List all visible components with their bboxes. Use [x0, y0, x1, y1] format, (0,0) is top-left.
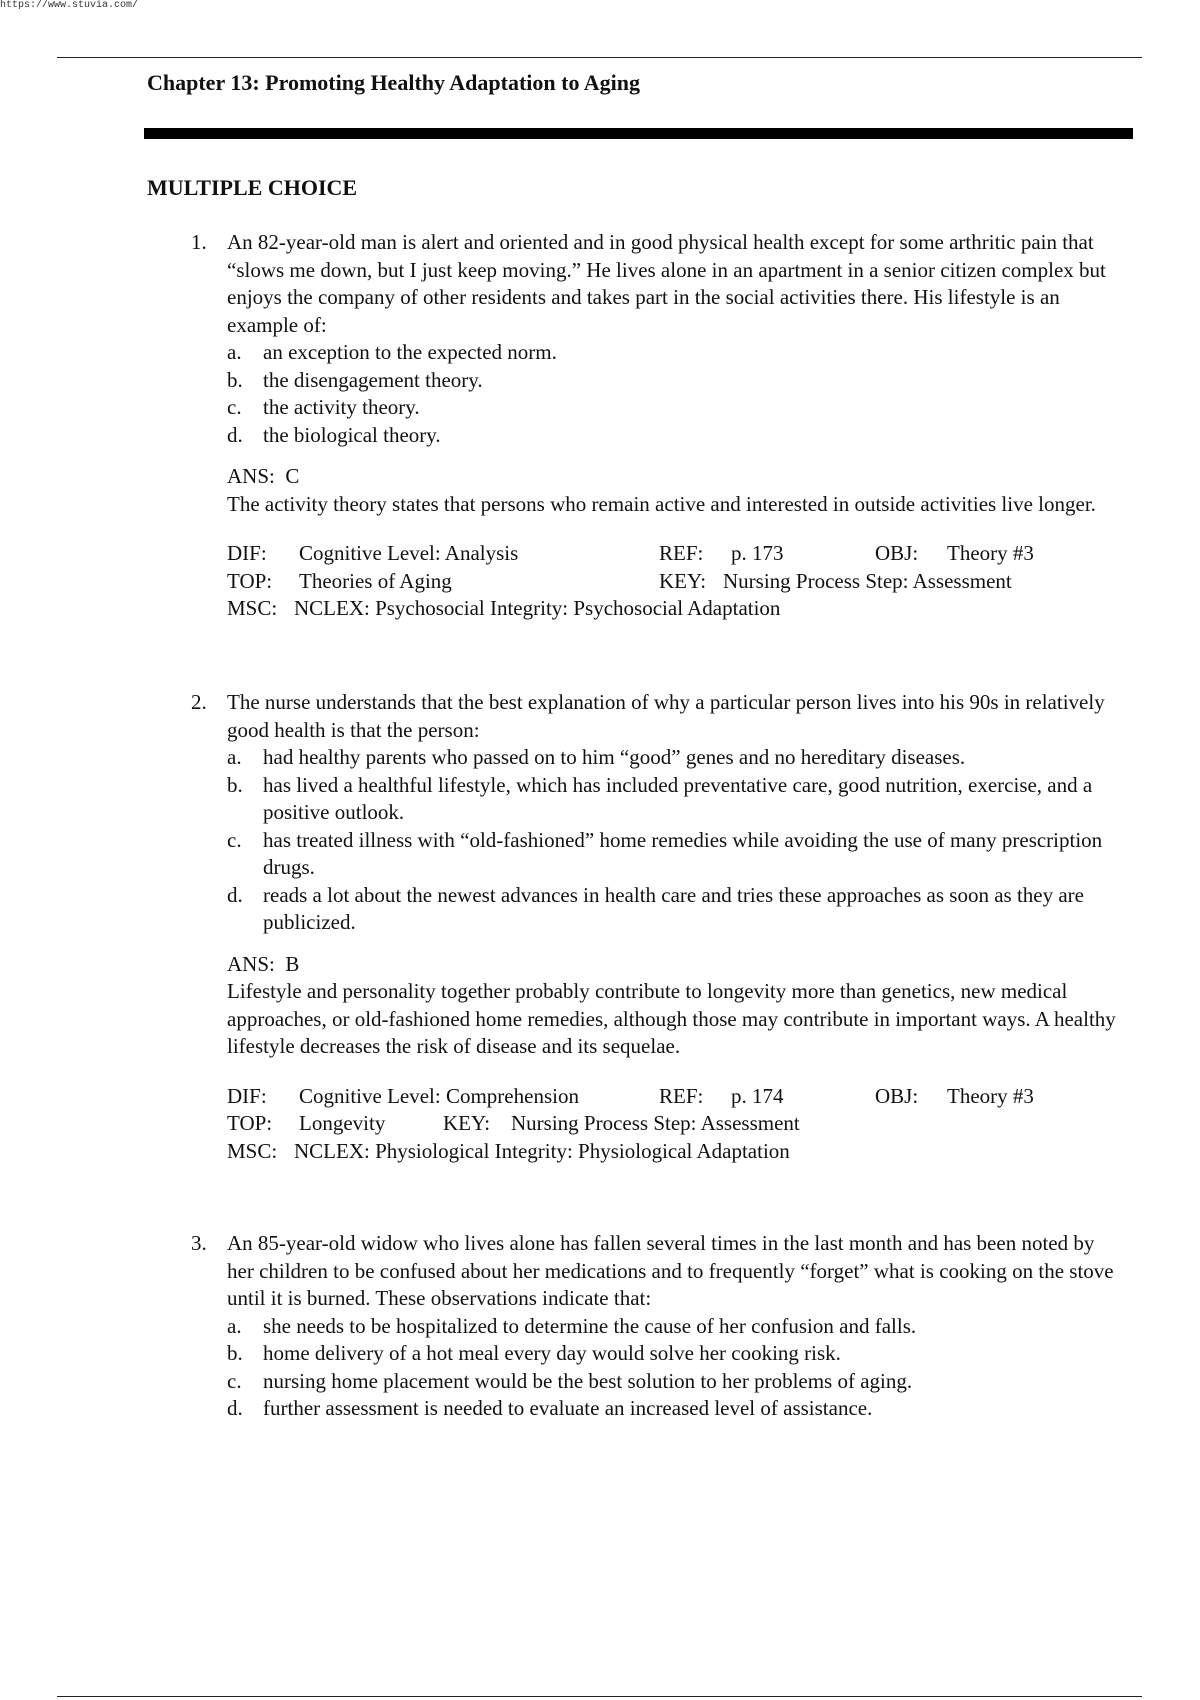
meta-row-msc	[227, 595, 1121, 623]
dif-value: Cognitive Level: Analysis	[299, 541, 519, 565]
msc-label: MSC:	[227, 596, 278, 620]
choice-text: nursing home placement would be the best solution to her problems of aging.	[263, 1368, 913, 1393]
title-divider-bar	[144, 128, 1133, 139]
ref-label: REF:	[659, 1083, 704, 1108]
dif-label: DIF:	[227, 541, 267, 565]
obj-value: Theory #3	[947, 541, 1034, 565]
choice-text: the disengagement theory.	[263, 367, 483, 392]
obj-label: OBJ:	[875, 1083, 919, 1108]
choice-c	[227, 827, 1121, 882]
choice-text: has treated illness with “old-fashioned” home remedies while avoiding the use of many prescription drugs.	[263, 827, 1103, 879]
choice-a	[227, 339, 1121, 367]
choice-text: she needs to be hospitalized to determine the cause of her confusion and falls.	[263, 1313, 917, 1338]
choice-letter: b.	[227, 1341, 243, 1365]
msc-value: NCLEX: Psychosocial Integrity: Psychosocial Adaptation	[294, 596, 781, 620]
key-label: KEY:	[443, 1111, 491, 1135]
choice-text: had healthy parents who passed on to him “good” genes and no hereditary diseases.	[263, 745, 966, 769]
choice-letter: c.	[227, 1368, 242, 1393]
choice-b	[227, 772, 1121, 827]
answer-label: ANS:	[227, 464, 275, 488]
choice-text: home delivery of a hot meal every day would solve her cooking risk.	[263, 1341, 841, 1365]
ref-value: p. 174	[731, 1083, 784, 1108]
top-value: Theories of Aging	[299, 568, 452, 593]
choice-letter: c.	[227, 395, 242, 419]
bottom-rule	[57, 1696, 1142, 1697]
choice-letter: c.	[227, 827, 242, 852]
meta-row-dif	[227, 1083, 1121, 1111]
key-label: KEY:	[659, 568, 707, 593]
choice-d	[227, 422, 1121, 450]
answer-block	[227, 463, 1121, 518]
choice-a	[227, 1313, 1121, 1341]
question-metadata	[227, 1083, 1121, 1166]
answer-value: B	[285, 951, 300, 976]
choice-b	[227, 1340, 1121, 1368]
question-number: 1.	[191, 230, 207, 254]
question-metadata	[227, 540, 1121, 623]
dif-label: DIF:	[227, 1083, 267, 1108]
rationale: Lifestyle and personality together probably contribute to longevity more than genetics, new medical approaches, or old-fashioned home remedies, although those may contribute in important ways. A healthy lifestyle decreases the risk of disease and its sequelae.	[227, 979, 1116, 1058]
question-number: 2.	[191, 690, 207, 714]
choice-c	[227, 1368, 1121, 1396]
choice-text: reads a lot about the newest advances in health care and tries these approaches as soon as they are publicized.	[263, 882, 1084, 934]
ref-value: p. 173	[731, 541, 784, 565]
choice-letter: d.	[227, 882, 243, 907]
question-stem: An 82-year-old man is alert and oriented and in good physical health except for some arthritic pain that “slows me down, but I just keep moving.” He lives alone in an apartment in a senior citizen complex but enjoys the company of other residents and takes part in the social activities there. His lifestyle is an example of:	[227, 230, 1106, 337]
key-value: Nursing Process Step: Assessment	[511, 1111, 800, 1135]
top-value: Longevity	[299, 1111, 386, 1135]
dif-value: Cognitive Level: Comprehension	[299, 1083, 579, 1108]
choice-letter: d.	[227, 1396, 243, 1420]
choice-letter: a.	[227, 745, 242, 769]
choice-c	[227, 394, 1121, 422]
key-value: Nursing Process Step: Assessment	[723, 568, 1012, 593]
rationale: The activity theory states that persons who remain active and interested in outside activities live longer.	[227, 491, 1096, 516]
choice-text: the biological theory.	[263, 422, 441, 447]
top-rule	[57, 57, 1142, 58]
choice-text: has lived a healthful lifestyle, which has included preventative care, good nutrition, exercise, and a positive outlook.	[263, 772, 1093, 824]
choice-d	[227, 882, 1121, 937]
choice-letter: a.	[227, 1313, 242, 1338]
choice-d	[227, 1395, 1121, 1423]
question-stem: The nurse understands that the best explanation of why a particular person lives into his 90s in relatively good health is that the person:	[227, 690, 1105, 742]
choice-text: the activity theory.	[263, 395, 420, 419]
choice-letter: d.	[227, 422, 243, 447]
choice-letter: a.	[227, 340, 242, 364]
answer-line	[227, 463, 1121, 491]
answer-label: ANS:	[227, 951, 275, 976]
meta-row-msc	[227, 1138, 1121, 1166]
choice-text: further assessment is needed to evaluate an increased level of assistance.	[263, 1396, 873, 1420]
obj-label: OBJ:	[875, 541, 919, 565]
top-label: TOP:	[227, 568, 273, 593]
ref-label: REF:	[659, 541, 704, 565]
question-2	[191, 689, 1121, 1165]
answer-block	[227, 951, 1121, 1061]
question-stem: An 85-year-old widow who lives alone has fallen several times in the last month and has been noted by her children to be confused about her medications and to frequently “forget” what is cooking on the stove until it is burned. These observations indicate that:	[227, 1231, 1114, 1310]
source-url: https://www.stuvia.com/	[0, 0, 139, 11]
question-number: 3.	[191, 1231, 207, 1255]
meta-row-dif	[227, 540, 1121, 568]
section-title: MULTIPLE CHOICE	[147, 175, 358, 200]
msc-value: NCLEX: Physiological Integrity: Physiological Adaptation	[294, 1138, 790, 1163]
top-label: TOP:	[227, 1111, 273, 1135]
msc-label: MSC:	[227, 1138, 278, 1163]
question-1	[191, 229, 1121, 623]
choice-letter: b.	[227, 367, 243, 392]
obj-value: Theory #3	[947, 1083, 1034, 1108]
meta-row-top	[227, 568, 1121, 596]
choice-text: an exception to the expected norm.	[263, 340, 557, 364]
answer-value: C	[285, 464, 300, 488]
meta-row-top	[227, 1110, 1121, 1138]
choice-letter: b.	[227, 772, 243, 797]
question-3	[191, 1230, 1121, 1423]
chapter-title: Chapter 13: Promoting Healthy Adaptation to Aging	[147, 70, 640, 95]
choice-a	[227, 744, 1121, 772]
answer-line	[227, 951, 1121, 979]
choice-b	[227, 367, 1121, 395]
